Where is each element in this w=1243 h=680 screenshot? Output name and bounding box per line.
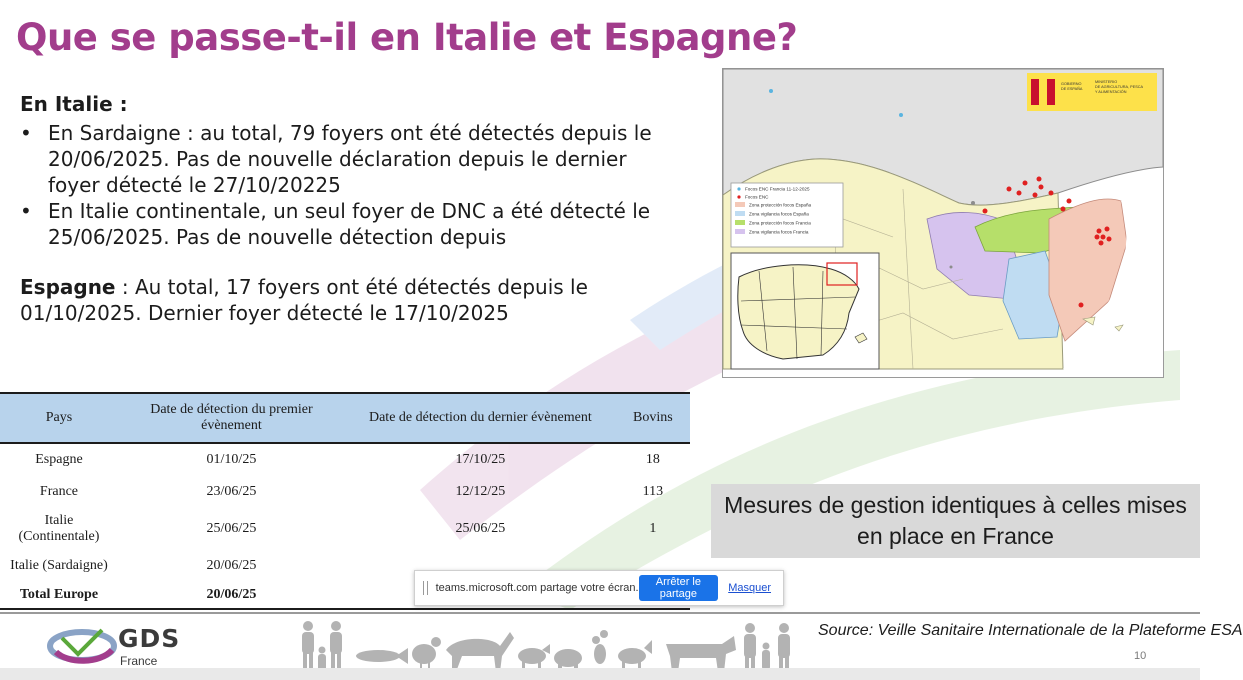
legend-label-0: Focos ENC Francia 11-12-2025 [745, 186, 810, 192]
legend-label-1: Focos ENC [745, 194, 769, 200]
page-title: Que se passe-t-il en Italie et Espagne? [16, 16, 798, 59]
ministry-line-4: Y ALIMENTACIÓN [1095, 90, 1127, 94]
drag-handle-icon[interactable] [423, 581, 428, 595]
ministry-line-2: MINISTERIO [1095, 80, 1118, 84]
ministry-line-3: DE AGRICULTURA, PESCA [1095, 85, 1144, 89]
cell-premier: 01/10/25 [206, 452, 257, 467]
bullet-dot: • [20, 121, 32, 145]
logo-subtext: France [120, 654, 158, 668]
bullet-dot: • [20, 199, 32, 223]
measures-callout [711, 484, 1200, 558]
footer-strip [0, 668, 1200, 680]
cell-premier: 23/06/25 [206, 484, 257, 499]
animals-silhouettes-icon [296, 620, 796, 674]
legend-label-2: Zona protección focos España [749, 202, 812, 208]
cell-premier: 20/06/25 [206, 558, 257, 573]
outbreak-map [722, 68, 1164, 378]
italy-heading: En Italie : [20, 92, 128, 116]
legend-label-4: Zona protección focos Francia [749, 220, 811, 226]
table-header-row [0, 393, 690, 443]
bullet-mainland-italy [20, 198, 660, 250]
bullet-sardinia-text: En Sardaigne : au total, 79 foyers ont été détectés depuis le 20/06/2025. Pas de nouvelle déclaration depuis le dernier foyer détecté le 27/10/20225 [48, 121, 652, 197]
legend-label-3: Zona vigilancia focos España [749, 211, 809, 217]
cell-dernier: 25/06/25 [455, 521, 506, 536]
spain-heading: Espagne [20, 275, 116, 299]
source-note: Source: Veille Sanitaire Internationale de la Plateforme ESA [818, 622, 1243, 639]
ministry-line-1: DE ESPAÑA [1061, 87, 1083, 91]
bullet-sardinia [20, 120, 660, 198]
cell-pays: Italie (Sardaigne) [10, 558, 108, 573]
bullet-mainland-text: En Italie continentale, un seul foyer de DNC a été détecté le 25/06/2025. Pas de nouvelle détection depuis [48, 199, 651, 249]
cell-pays: Italie (Continentale) [18, 513, 100, 544]
measures-text: Mesures de gestion identiques à celles mises en place en France [724, 492, 1187, 549]
hide-link[interactable]: Masquer [728, 582, 771, 594]
footer-divider [0, 612, 1200, 614]
cell-bovins: 1 [649, 521, 657, 536]
page-number: 10 [1134, 650, 1147, 662]
cell-bovins: 18 [645, 452, 660, 467]
stop-sharing-button[interactable]: Arrêter le partage [639, 575, 719, 601]
legend-label-5: Zona vigilancia focos Francia [749, 229, 809, 235]
ministry-line-0: GOBIERNO [1061, 82, 1082, 86]
col-header-dernier: Date de détection du dernier évènement [345, 393, 616, 443]
body-text [20, 92, 660, 326]
col-header-bovins: Bovins [616, 393, 690, 443]
italy-bullets [20, 120, 660, 250]
col-header-premier: Date de détection du premier évènement [118, 393, 345, 443]
cell-dernier: 12/12/25 [455, 484, 506, 499]
cell-pays: France [39, 484, 78, 499]
cell-dernier: 17/10/25 [455, 452, 506, 467]
cell-pays: Espagne [35, 452, 83, 467]
logo-text: GDS [118, 624, 181, 653]
screen-share-bar [414, 570, 784, 606]
cell-premier: 25/06/25 [206, 521, 257, 536]
table-row [0, 476, 690, 508]
spain-text: : Au total, 17 foyers ont été détectés depuis le 01/10/2025. Dernier foyer détecté le 17/10/2025 [20, 275, 588, 325]
share-message: teams.microsoft.com partage votre écran. [435, 582, 639, 594]
cell-bovins: 113 [642, 484, 664, 499]
table-row [0, 443, 690, 476]
spain-paragraph [20, 274, 660, 326]
cell-total-premier: 20/06/25 [118, 582, 345, 609]
col-header-pays: Pays [0, 393, 118, 443]
table-row [0, 508, 690, 550]
cell-total-pays: Total Europe [0, 582, 118, 609]
